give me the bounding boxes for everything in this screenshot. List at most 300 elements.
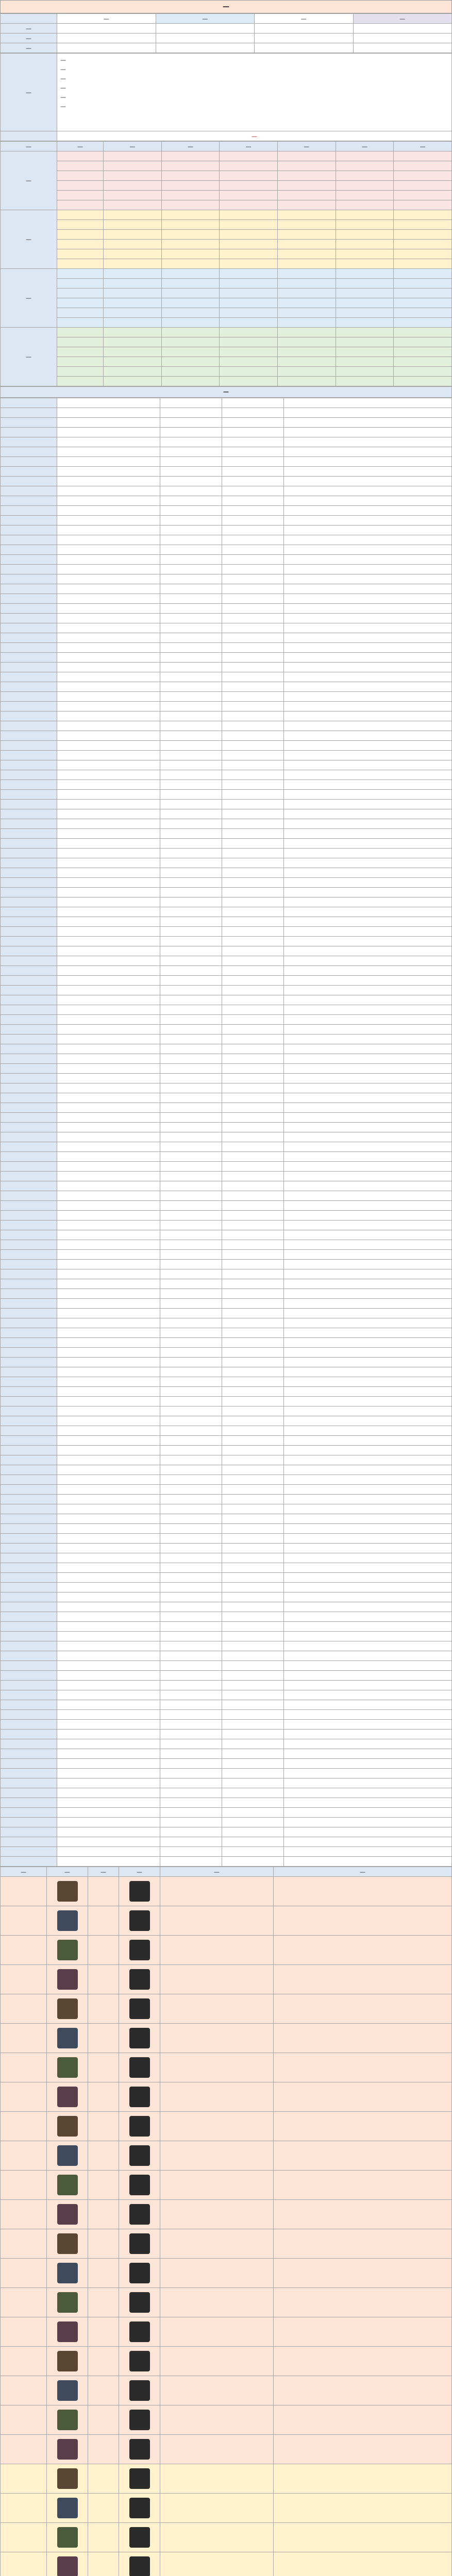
list-row bbox=[1, 1681, 452, 1690]
list-value-cell bbox=[160, 1749, 222, 1759]
list-value-cell bbox=[222, 1083, 284, 1093]
grid-cell bbox=[161, 259, 220, 269]
list-value-cell bbox=[160, 1083, 222, 1093]
list-value-cell bbox=[222, 467, 284, 477]
list-note-cell bbox=[284, 643, 452, 653]
item-icon-cell bbox=[119, 1906, 160, 1936]
list-row-label bbox=[1, 1534, 57, 1544]
portrait-icon bbox=[57, 2380, 78, 2401]
list-value-cell bbox=[222, 526, 284, 535]
list-value-cell bbox=[160, 790, 222, 800]
grid-cell bbox=[57, 151, 104, 161]
list-row-label bbox=[1, 418, 57, 428]
list-name-cell bbox=[57, 623, 160, 633]
item-desc-cell bbox=[160, 2464, 274, 2494]
list-row bbox=[1, 1221, 452, 1230]
list-value-cell bbox=[222, 1299, 284, 1309]
list-name-cell bbox=[57, 917, 160, 927]
items-header: — bbox=[160, 1867, 274, 1877]
list-note-cell bbox=[284, 1416, 452, 1426]
page-title: — bbox=[0, 0, 452, 13]
header-cell bbox=[156, 33, 255, 43]
item-row bbox=[1, 2112, 452, 2141]
list-row bbox=[1, 408, 452, 418]
grid-row bbox=[1, 279, 452, 289]
list-value-cell bbox=[160, 1162, 222, 1172]
list-note-cell bbox=[284, 526, 452, 535]
list-value-cell bbox=[222, 966, 284, 976]
list-row bbox=[1, 1328, 452, 1338]
list-note-cell bbox=[284, 467, 452, 477]
list-note-cell bbox=[284, 574, 452, 584]
list-value-cell bbox=[222, 1583, 284, 1592]
grid-cell bbox=[277, 377, 336, 386]
list-row bbox=[1, 1504, 452, 1514]
list-row bbox=[1, 1818, 452, 1827]
list-note-cell bbox=[284, 584, 452, 594]
list-value-cell bbox=[222, 486, 284, 496]
list-table bbox=[0, 398, 452, 1867]
list-note-cell bbox=[284, 702, 452, 711]
list-note-cell bbox=[284, 1788, 452, 1798]
list-row bbox=[1, 849, 452, 858]
list-row-label bbox=[1, 1446, 57, 1455]
item-row bbox=[1, 2347, 452, 2376]
list-row bbox=[1, 1426, 452, 1436]
list-row-label bbox=[1, 1103, 57, 1113]
list-value-cell bbox=[222, 1015, 284, 1025]
list-name-cell bbox=[57, 1269, 160, 1279]
list-value-cell bbox=[222, 1808, 284, 1818]
list-value-cell bbox=[160, 741, 222, 751]
list-value-cell bbox=[222, 1123, 284, 1132]
item-portrait-cell bbox=[47, 1936, 88, 1965]
grid-cell bbox=[277, 289, 336, 298]
portrait-icon bbox=[57, 2527, 78, 2548]
list-row bbox=[1, 1661, 452, 1671]
item-row bbox=[1, 2229, 452, 2259]
list-name-cell bbox=[57, 956, 160, 966]
list-note-cell bbox=[284, 447, 452, 457]
rule-line: — bbox=[60, 103, 66, 110]
list-row-label bbox=[1, 506, 57, 516]
list-name-cell bbox=[57, 888, 160, 897]
list-value-cell bbox=[160, 702, 222, 711]
list-value-cell bbox=[160, 1348, 222, 1358]
list-note-cell bbox=[284, 565, 452, 574]
list-row bbox=[1, 1485, 452, 1495]
list-name-cell bbox=[57, 1622, 160, 1632]
list-row-label bbox=[1, 1172, 57, 1181]
list-value-cell bbox=[160, 711, 222, 721]
list-name-cell bbox=[57, 1857, 160, 1867]
list-row-label bbox=[1, 1348, 57, 1358]
item-type-cell bbox=[88, 2405, 119, 2435]
list-row-label bbox=[1, 477, 57, 486]
list-note-cell bbox=[284, 1632, 452, 1641]
list-row-label bbox=[1, 956, 57, 966]
grid-cell bbox=[104, 357, 162, 367]
list-row-label bbox=[1, 1700, 57, 1710]
list-row bbox=[1, 1524, 452, 1534]
item-desc-cell bbox=[160, 1994, 274, 2024]
list-note-cell bbox=[284, 1250, 452, 1260]
item-portrait-cell bbox=[47, 1994, 88, 2024]
item-type-cell bbox=[88, 2112, 119, 2141]
list-row bbox=[1, 858, 452, 868]
list-name-cell bbox=[57, 1818, 160, 1827]
list-value-cell bbox=[222, 800, 284, 809]
list-value-cell bbox=[222, 1778, 284, 1788]
grid-cell bbox=[220, 210, 278, 220]
list-name-cell bbox=[57, 976, 160, 986]
grid-cell bbox=[57, 328, 104, 337]
list-row bbox=[1, 457, 452, 467]
list-note-cell bbox=[284, 1201, 452, 1211]
list-name-cell bbox=[57, 741, 160, 751]
list-value-cell bbox=[222, 408, 284, 418]
grid-cell bbox=[220, 308, 278, 318]
list-value-cell bbox=[222, 1377, 284, 1387]
list-name-cell bbox=[57, 516, 160, 526]
list-value-cell bbox=[160, 1416, 222, 1426]
list-note-cell bbox=[284, 1142, 452, 1152]
list-value-cell bbox=[222, 751, 284, 760]
list-row-label bbox=[1, 1338, 57, 1348]
list-value-cell bbox=[160, 594, 222, 604]
list-value-cell bbox=[222, 653, 284, 663]
list-name-cell bbox=[57, 506, 160, 516]
item-icon-cell bbox=[119, 2200, 160, 2229]
grid-cell bbox=[57, 269, 104, 279]
item-desc-cell bbox=[160, 2141, 274, 2171]
grid-cell bbox=[336, 347, 394, 357]
grid-cell bbox=[220, 298, 278, 308]
list-value-cell bbox=[160, 1289, 222, 1299]
list-row bbox=[1, 398, 452, 408]
list-value-cell bbox=[160, 1044, 222, 1054]
equipment-icon bbox=[129, 2556, 150, 2576]
grid-cell bbox=[57, 230, 104, 240]
grid-cell bbox=[277, 171, 336, 181]
list-row-label bbox=[1, 1632, 57, 1641]
list-value-cell bbox=[160, 692, 222, 702]
list-value-cell bbox=[160, 418, 222, 428]
list-name-cell bbox=[57, 1377, 160, 1387]
grid-cell bbox=[336, 298, 394, 308]
list-note-cell bbox=[284, 1730, 452, 1739]
grid-header: — bbox=[277, 142, 336, 151]
list-row-label bbox=[1, 1093, 57, 1103]
list-value-cell bbox=[160, 897, 222, 907]
item-portrait-cell bbox=[47, 2053, 88, 2082]
rules-table bbox=[0, 53, 452, 141]
list-name-cell bbox=[57, 995, 160, 1005]
highlight-note: — bbox=[57, 131, 452, 141]
item-icon-cell bbox=[119, 2435, 160, 2464]
list-value-cell bbox=[160, 878, 222, 888]
list-row-label bbox=[1, 535, 57, 545]
list-name-cell bbox=[57, 682, 160, 692]
list-note-cell bbox=[284, 1700, 452, 1710]
list-row-label bbox=[1, 927, 57, 937]
grid-cell bbox=[336, 289, 394, 298]
grid-cell bbox=[104, 249, 162, 259]
list-row-label bbox=[1, 1318, 57, 1328]
item-extra-cell bbox=[274, 2376, 452, 2405]
list-row bbox=[1, 1671, 452, 1681]
item-row bbox=[1, 2405, 452, 2435]
list-row bbox=[1, 927, 452, 937]
list-note-cell bbox=[284, 496, 452, 506]
item-portrait-cell bbox=[47, 2552, 88, 2576]
header-row-label: — bbox=[1, 43, 57, 53]
item-row bbox=[1, 1965, 452, 1994]
list-value-cell bbox=[222, 809, 284, 819]
grid-cell bbox=[161, 210, 220, 220]
list-value-cell bbox=[222, 868, 284, 878]
grid-cell bbox=[394, 308, 452, 318]
list-row bbox=[1, 1798, 452, 1808]
list-note-cell bbox=[284, 1769, 452, 1778]
list-row-label bbox=[1, 1720, 57, 1730]
list-value-cell bbox=[222, 858, 284, 868]
item-extra-cell bbox=[274, 2435, 452, 2464]
item-row bbox=[1, 2523, 452, 2552]
list-value-cell bbox=[222, 1524, 284, 1534]
list-value-cell bbox=[160, 829, 222, 839]
list-row-label bbox=[1, 496, 57, 506]
list-note-cell bbox=[284, 966, 452, 976]
list-row bbox=[1, 1534, 452, 1544]
item-type-cell bbox=[88, 1965, 119, 1994]
list-row-label bbox=[1, 1583, 57, 1592]
list-value-cell bbox=[222, 976, 284, 986]
list-note-cell bbox=[284, 829, 452, 839]
list-note-cell bbox=[284, 1172, 452, 1181]
rules-content bbox=[57, 54, 452, 131]
list-row-label bbox=[1, 1573, 57, 1583]
list-note-cell bbox=[284, 770, 452, 780]
list-name-cell bbox=[57, 545, 160, 555]
list-value-cell bbox=[160, 1426, 222, 1436]
item-name-cell bbox=[1, 2053, 47, 2082]
list-value-cell bbox=[160, 1005, 222, 1015]
list-value-cell bbox=[222, 760, 284, 770]
list-value-cell bbox=[160, 1260, 222, 1269]
item-icon-cell bbox=[119, 2259, 160, 2288]
list-note-cell bbox=[284, 780, 452, 790]
list-row-label bbox=[1, 1710, 57, 1720]
list-row bbox=[1, 1358, 452, 1367]
item-desc-cell bbox=[160, 2024, 274, 2053]
grid-header: — bbox=[57, 142, 104, 151]
list-row-label bbox=[1, 692, 57, 702]
list-value-cell bbox=[222, 1025, 284, 1035]
list-value-cell bbox=[160, 1318, 222, 1328]
item-row bbox=[1, 1906, 452, 1936]
list-row bbox=[1, 907, 452, 917]
list-row-label bbox=[1, 526, 57, 535]
list-row-label bbox=[1, 1416, 57, 1426]
item-type-cell bbox=[88, 2200, 119, 2229]
list-row bbox=[1, 995, 452, 1005]
list-value-cell bbox=[222, 1250, 284, 1260]
grid-cell bbox=[394, 318, 452, 328]
list-value-cell bbox=[160, 398, 222, 408]
header-corner bbox=[1, 14, 57, 24]
item-portrait-cell bbox=[47, 2317, 88, 2347]
item-row bbox=[1, 2141, 452, 2171]
list-row bbox=[1, 692, 452, 702]
list-value-cell bbox=[160, 1465, 222, 1475]
item-extra-cell bbox=[274, 2464, 452, 2494]
list-note-cell bbox=[284, 1690, 452, 1700]
grid-cell bbox=[277, 308, 336, 318]
list-row bbox=[1, 1142, 452, 1152]
list-value-cell bbox=[160, 535, 222, 545]
list-name-cell bbox=[57, 966, 160, 976]
list-note-cell bbox=[284, 809, 452, 819]
list-row bbox=[1, 1162, 452, 1172]
list-value-cell bbox=[160, 1455, 222, 1465]
list-name-cell bbox=[57, 574, 160, 584]
grid-cell bbox=[277, 259, 336, 269]
list-note-cell bbox=[284, 1367, 452, 1377]
list-note-cell bbox=[284, 614, 452, 623]
grid-cell bbox=[277, 328, 336, 337]
header-cell bbox=[353, 24, 452, 33]
list-row bbox=[1, 1759, 452, 1769]
list-value-cell bbox=[222, 594, 284, 604]
list-note-cell bbox=[284, 878, 452, 888]
list-value-cell bbox=[160, 1573, 222, 1583]
grid-cell bbox=[57, 191, 104, 200]
grid-cell bbox=[336, 191, 394, 200]
list-value-cell bbox=[160, 1309, 222, 1318]
list-name-cell bbox=[57, 614, 160, 623]
rule-line: — bbox=[60, 66, 66, 73]
list-name-cell bbox=[57, 1485, 160, 1495]
list-value-cell bbox=[160, 1837, 222, 1847]
list-row-label bbox=[1, 839, 57, 849]
list-value-cell bbox=[160, 1769, 222, 1778]
grid-cell bbox=[161, 171, 220, 181]
list-note-cell bbox=[284, 692, 452, 702]
list-value-cell bbox=[222, 614, 284, 623]
list-note-cell bbox=[284, 1358, 452, 1367]
grid-cell bbox=[336, 171, 394, 181]
list-row bbox=[1, 917, 452, 927]
list-row-label bbox=[1, 897, 57, 907]
list-value-cell bbox=[160, 1250, 222, 1260]
list-value-cell bbox=[222, 1172, 284, 1181]
item-desc-cell bbox=[160, 2523, 274, 2552]
list-row bbox=[1, 731, 452, 741]
list-name-cell bbox=[57, 937, 160, 946]
item-type-cell bbox=[88, 2317, 119, 2347]
list-note-cell bbox=[284, 1211, 452, 1221]
list-row bbox=[1, 428, 452, 437]
grid-cell bbox=[336, 308, 394, 318]
list-value-cell bbox=[160, 1544, 222, 1553]
list-row bbox=[1, 1044, 452, 1054]
list-name-cell bbox=[57, 1495, 160, 1504]
list-value-cell bbox=[222, 1514, 284, 1524]
list-value-cell bbox=[160, 937, 222, 946]
list-name-cell bbox=[57, 1358, 160, 1367]
list-value-cell bbox=[222, 1612, 284, 1622]
list-name-cell bbox=[57, 809, 160, 819]
list-row bbox=[1, 986, 452, 995]
list-row-label bbox=[1, 1426, 57, 1436]
list-value-cell bbox=[160, 995, 222, 1005]
list-note-cell bbox=[284, 1465, 452, 1475]
item-name-cell bbox=[1, 2347, 47, 2376]
list-row-label bbox=[1, 946, 57, 956]
list-name-cell bbox=[57, 1123, 160, 1132]
list-row-label bbox=[1, 1181, 57, 1191]
item-extra-cell bbox=[274, 2552, 452, 2576]
list-value-cell bbox=[222, 428, 284, 437]
list-row bbox=[1, 614, 452, 623]
list-name-cell bbox=[57, 1064, 160, 1074]
list-value-cell bbox=[222, 1309, 284, 1318]
list-note-cell bbox=[284, 1504, 452, 1514]
grid-cell bbox=[220, 191, 278, 200]
list-note-cell bbox=[284, 1495, 452, 1504]
list-value-cell bbox=[222, 692, 284, 702]
list-value-cell bbox=[222, 937, 284, 946]
list-row-label bbox=[1, 398, 57, 408]
list-note-cell bbox=[284, 604, 452, 614]
list-row-label bbox=[1, 721, 57, 731]
list-value-cell bbox=[160, 946, 222, 956]
list-row-label bbox=[1, 731, 57, 741]
list-note-cell bbox=[284, 1778, 452, 1788]
list-name-cell bbox=[57, 633, 160, 643]
list-row-label bbox=[1, 702, 57, 711]
list-value-cell bbox=[160, 1406, 222, 1416]
list-value-cell bbox=[160, 1064, 222, 1074]
list-note-cell bbox=[284, 1044, 452, 1054]
grid-cell bbox=[220, 347, 278, 357]
list-name-cell bbox=[57, 1730, 160, 1739]
list-value-cell bbox=[222, 1475, 284, 1485]
item-portrait-cell bbox=[47, 1965, 88, 1994]
list-row-label bbox=[1, 1142, 57, 1152]
list-row-label bbox=[1, 1808, 57, 1818]
list-value-cell bbox=[160, 1710, 222, 1720]
list-name-cell bbox=[57, 1152, 160, 1162]
list-note-cell bbox=[284, 1544, 452, 1553]
list-note-cell bbox=[284, 1318, 452, 1328]
list-name-cell bbox=[57, 1798, 160, 1808]
list-row-label bbox=[1, 1377, 57, 1387]
item-desc-cell bbox=[160, 2229, 274, 2259]
list-name-cell bbox=[57, 1083, 160, 1093]
list-row bbox=[1, 1064, 452, 1074]
list-value-cell bbox=[160, 1201, 222, 1211]
list-value-cell bbox=[222, 1827, 284, 1837]
list-row-label bbox=[1, 1015, 57, 1025]
list-value-cell bbox=[222, 1622, 284, 1632]
list-row-label bbox=[1, 1690, 57, 1700]
grid-cell bbox=[336, 367, 394, 377]
list-name-cell bbox=[57, 584, 160, 594]
list-row-label bbox=[1, 1367, 57, 1377]
list-row-label bbox=[1, 1406, 57, 1416]
